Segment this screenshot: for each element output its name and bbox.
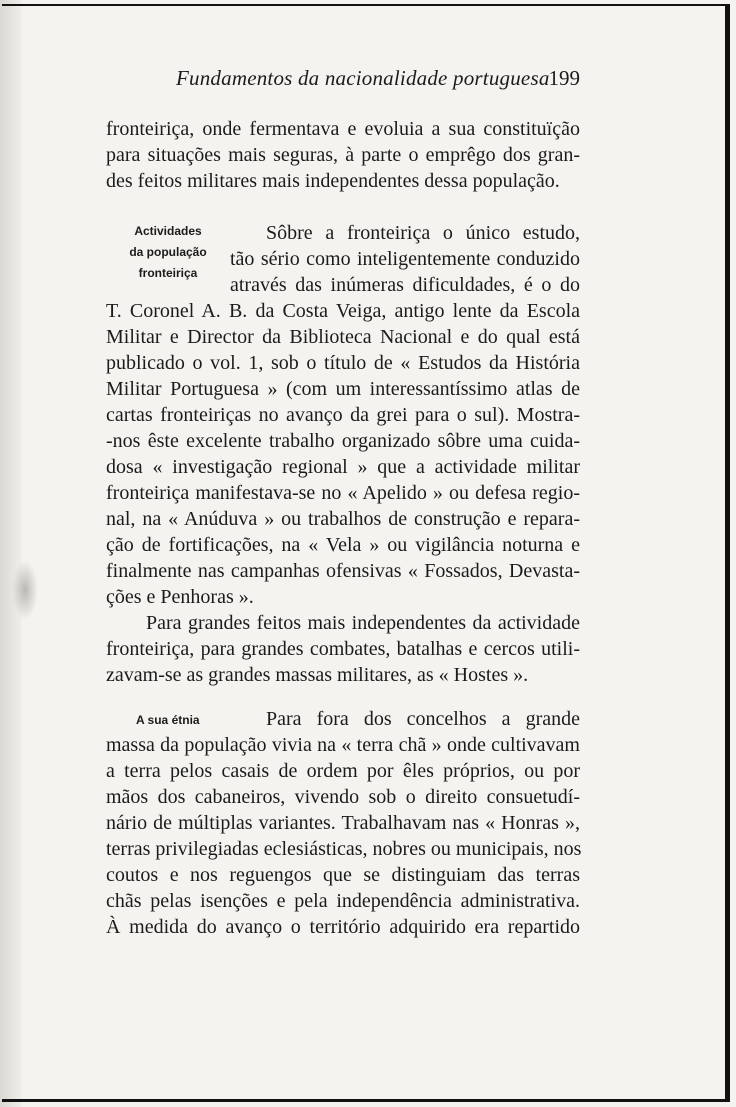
text-line: nal, na « Anúduva » ou trabalhos de construção e repara- <box>106 508 580 530</box>
text-line: publicado o vol. 1, sob o título de « Estudos da História <box>106 352 580 374</box>
page-header <box>104 66 580 96</box>
text-line: dosa « investigação regional » que a actividade militar <box>106 456 580 478</box>
text-line: T. Coronel A. B. da Costa Veiga, antigo lente da Escola <box>106 300 580 322</box>
text-line: des feitos militares mais independentes dessa população. <box>106 170 560 192</box>
text-line: Militar Portuguesa » (com um interessantíssimo atlas de <box>106 378 580 400</box>
text-line: fronteiriça, onde fermentava e evoluia a sua constituïção <box>106 118 580 140</box>
paragraph-continued <box>106 116 580 194</box>
text-line: finalmente nas campanhas ofensivas « Fossados, Devasta- <box>106 560 580 582</box>
page-smudge <box>12 560 38 620</box>
text-line: Sôbre a fronteiriça o único estudo, <box>266 222 580 244</box>
text-line: nário de múltiplas variantes. Trabalhavam nas « Honras », <box>106 812 580 834</box>
text-line: ção de fortificações, na « Vela » ou vigilância noturna e <box>106 534 580 556</box>
text-line: Militar e Director da Biblioteca Nacional e do qual está <box>106 326 580 348</box>
sidenote-line: fronteiriça <box>138 266 198 280</box>
text-line: Para grandes feitos mais independentes da actividade <box>146 612 580 634</box>
text-line: ções e Penhoras ». <box>106 586 254 608</box>
running-head: Fundamentos da nacionalidade portuguesa <box>176 66 550 90</box>
section-ethnicity <box>106 706 580 940</box>
sidenote-line: da população <box>129 245 207 259</box>
section-activities <box>106 220 580 688</box>
text-line: massa da população vivia na « terra chã » onde cultivavam <box>106 734 580 756</box>
sidenote-line: Actividades <box>134 224 202 238</box>
text-line: coutos e nos reguengos que se distinguiam das terras <box>106 864 580 886</box>
text-line: fronteiriça, para grandes combates, batalhas e cercos utili- <box>106 638 580 660</box>
text-line: zavam-se as grandes massas militares, as « Hostes ». <box>106 664 529 686</box>
text-line: para situações mais seguras, à parte o emprêgo dos gran- <box>106 144 580 166</box>
text-line: tão sério como inteligentemente conduzido <box>230 248 580 270</box>
text-line: a terra pelos casais de ordem por êles próprios, ou por <box>106 760 580 782</box>
text-line: Para fora dos concelhos a grande <box>266 708 580 730</box>
text-line: terras privilegiadas eclesiásticas, nobres ou municipais, nos <box>106 838 582 860</box>
text-line: cartas fronteiriças no avanço da grei para o sul). Mostra- <box>106 404 580 426</box>
text-line: À medida do avanço o território adquirido era repartido <box>106 916 580 938</box>
text-line: chãs pelas isenções e pela independência administrativa. <box>106 890 580 912</box>
text-line: -nos êste excelente trabalho organizado sôbre uma cuida- <box>106 430 580 452</box>
page-number: 199 <box>548 66 580 90</box>
sidenote-line: A sua étnia <box>136 713 200 727</box>
text-line: através das inúmeras dificuldades, é o do <box>230 274 580 296</box>
text-line: fronteiriça manifestava-se no « Apelido » ou defesa regio- <box>106 482 580 504</box>
text-line: mãos dos cabaneiros, vivendo sob o direito consuetudí- <box>106 786 580 808</box>
